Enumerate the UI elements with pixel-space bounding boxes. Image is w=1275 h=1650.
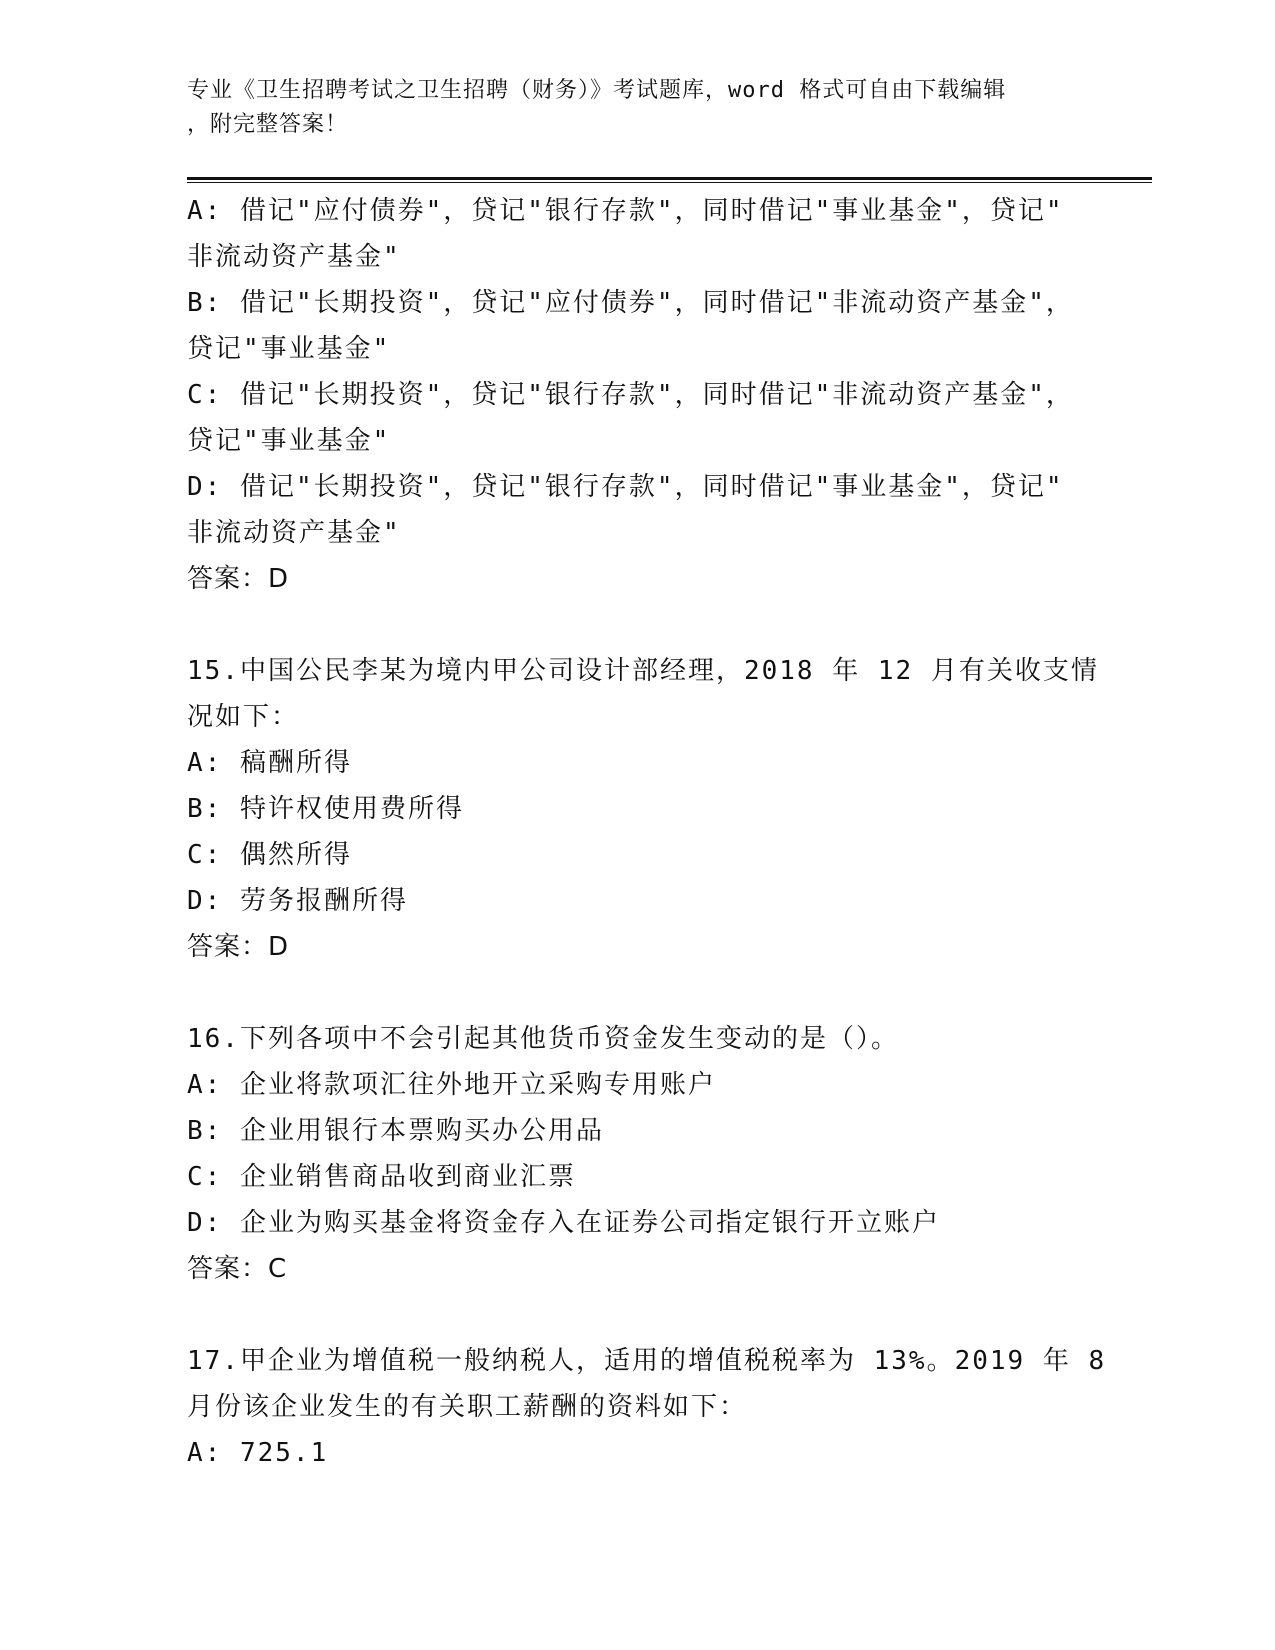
option-a: A: 企业将款项汇往外地开立采购专用账户 — [187, 1070, 716, 1100]
option-a: A: 借记"应付债券"，贷记"银行存款"，同时借记"事业基金"，贷记" — [187, 196, 1064, 226]
answer-line: 答案：C — [187, 1254, 288, 1284]
question-16 — [187, 1016, 1067, 1292]
question-stem-continued: 况如下： — [187, 702, 300, 732]
option-c: C: 偶然所得 — [187, 840, 352, 870]
option-b: B: 特许权使用费所得 — [187, 794, 464, 824]
spacer — [187, 1292, 1067, 1338]
question-content — [187, 188, 1107, 1476]
option-a: A: 725.1 — [187, 1438, 329, 1468]
option-b-continued: 贷记"事业基金" — [187, 334, 391, 364]
option-d: D: 借记"长期投资"，贷记"银行存款"，同时借记"事业基金"，贷记" — [187, 472, 1064, 502]
option-a: A: 稿酬所得 — [187, 748, 352, 778]
header-line: ，附完整答案！ — [187, 112, 349, 137]
header-divider-thick — [187, 177, 1152, 180]
header-line: 专业《卫生招聘考试之卫生招聘（财务）》考试题库，word 格式可自由下载编辑 — [187, 78, 1007, 103]
option-d: D: 劳务报酬所得 — [187, 886, 408, 916]
spacer — [187, 602, 1067, 648]
spacer — [187, 970, 1067, 1016]
option-b: B: 借记"长期投资"，贷记"应付债券"，同时借记"非流动资产基金"， — [187, 288, 1074, 318]
question-stem: 17.甲企业为增值税一般纳税人，适用的增值税税率为 13%。2019 年 8 — [187, 1346, 1107, 1376]
option-a-continued: 非流动资产基金" — [187, 242, 401, 272]
question-14 — [187, 188, 1074, 602]
document-header — [187, 74, 1067, 142]
option-c: C: 企业销售商品收到商业汇票 — [187, 1162, 576, 1192]
question-stem: 16.下列各项中不会引起其他货币资金发生变动的是（）。 — [187, 1024, 899, 1054]
option-b: B: 企业用银行本票购买办公用品 — [187, 1116, 604, 1146]
option-c: C: 借记"长期投资"，贷记"银行存款"，同时借记"非流动资产基金"， — [187, 380, 1074, 410]
answer-line: 答案：D — [187, 932, 290, 962]
question-17 — [187, 1338, 1107, 1476]
option-d: D: 企业为购买基金将资金存入在证券公司指定银行开立账户 — [187, 1208, 940, 1238]
header-divider-thin — [187, 182, 1152, 183]
answer-line: 答案：D — [187, 564, 290, 594]
option-d-continued: 非流动资产基金" — [187, 518, 401, 548]
question-15 — [187, 648, 1099, 970]
option-c-continued: 贷记"事业基金" — [187, 426, 391, 456]
question-stem: 15.中国公民李某为境内甲公司设计部经理，2018 年 12 月有关收支情 — [187, 656, 1099, 686]
question-stem-continued: 月份该企业发生的有关职工薪酬的资料如下： — [187, 1392, 748, 1422]
